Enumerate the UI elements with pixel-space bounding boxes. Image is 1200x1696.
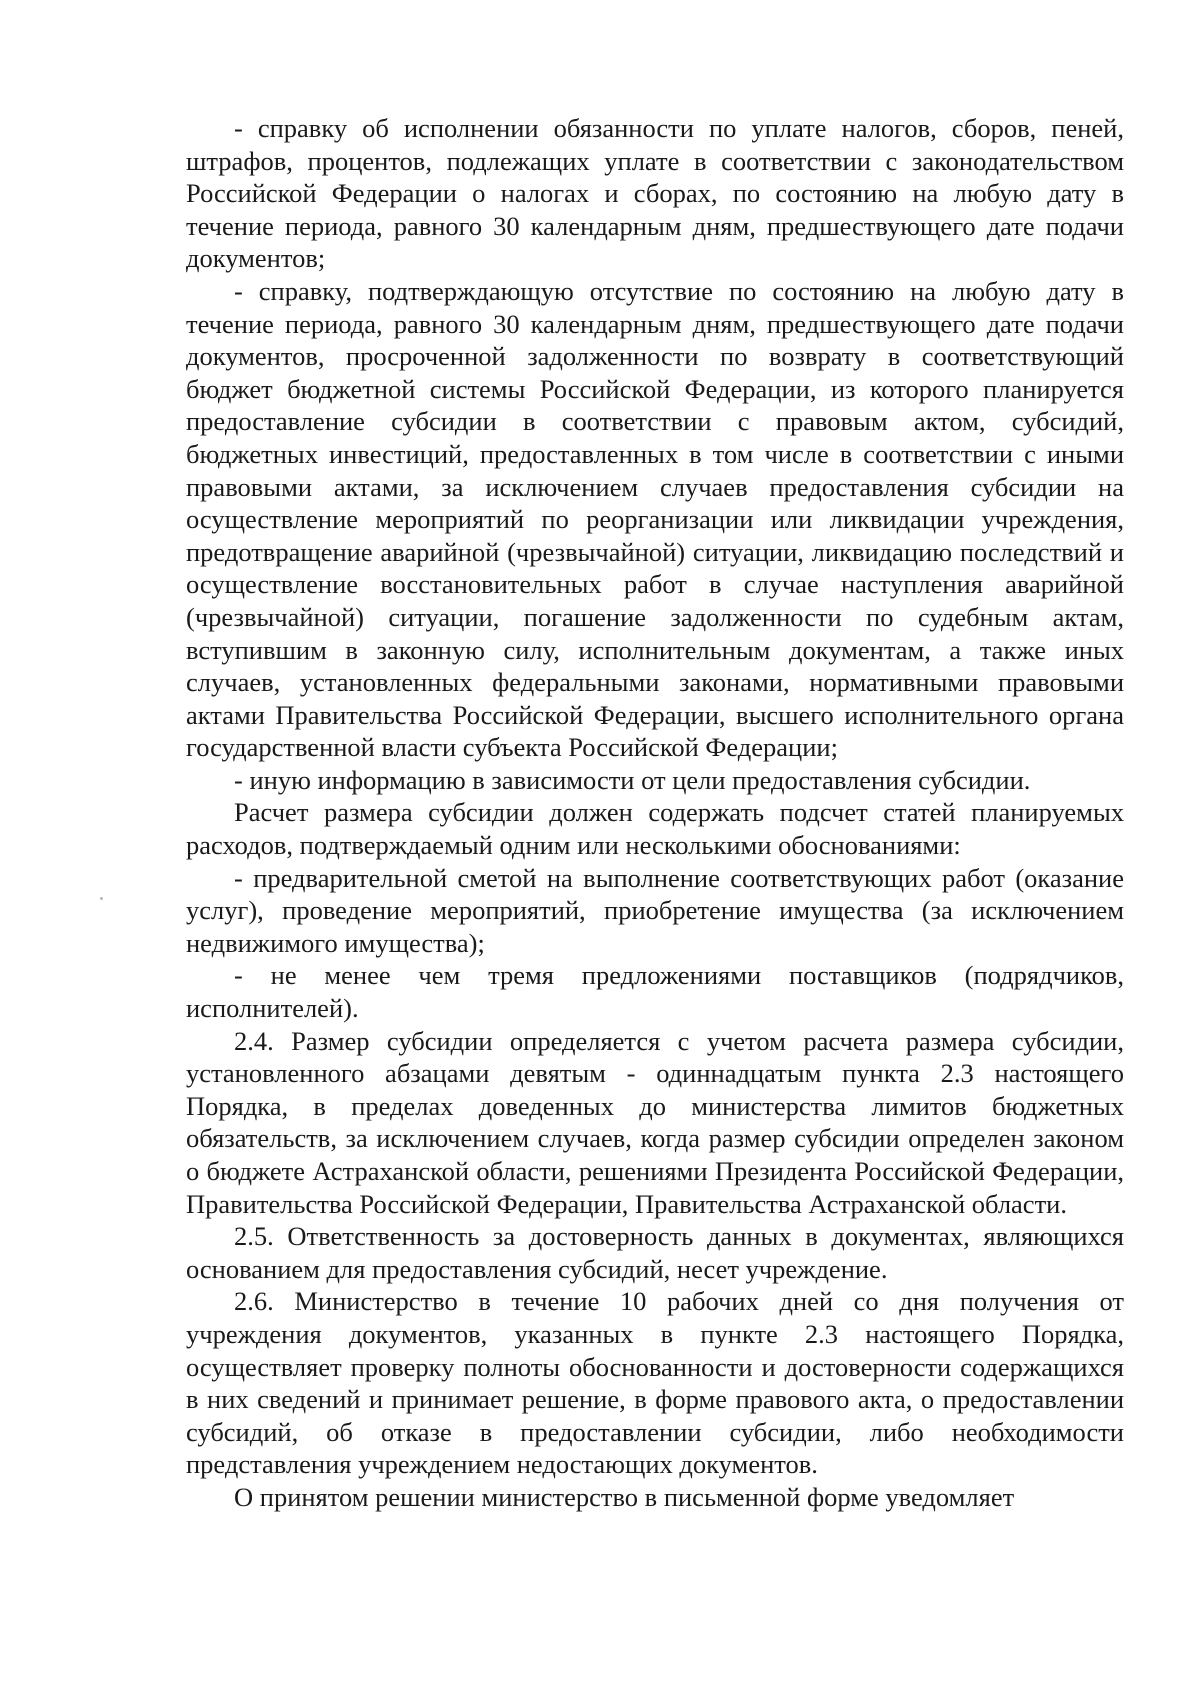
paragraph-subsidy-calculation: Расчет размера субсидии должен содержать подсчет статей планируемых расходов, подтверждаемый одним или несколькими обоснованиями: — [186, 797, 1124, 861]
paragraph-other-information: - иную информацию в зависимости от цели предоставления субсидии. — [234, 764, 1031, 795]
paragraph-2-4: 2.4. Размер субсидии определяется с учетом расчета размера субсидии, установленного абзацами девятым - одиннадцатым пункта 2.3 настоящего Порядка, в пределах доведенных до министерства лимитов бюджетных обязательств, за исключением случаев, когда размер субсидии определен законом о бюджете Астраханской области, решениями Президента Российской Федерации, Правительства Российской Федерации, Правительства Астраханской области. — [186, 1025, 1124, 1219]
paragraph-decision-notice: О принятом решении министерство в письменной форме уведомляет — [234, 1481, 1015, 1512]
document-body — [186, 112, 1124, 1514]
paragraph-supplier-offers: - не менее чем тремя предложениями поставщиков (подрядчиков, исполнителей). — [186, 960, 1124, 1024]
paragraph-preliminary-estimate: - предварительной сметой на выполнение соответствующих работ (оказание услуг), проведение мероприятий, приобретение имущества (за исключением недвижимого имущества); — [186, 862, 1124, 958]
paragraph-2-5: 2.5. Ответственность за достоверность данных в документах, являющихся основанием для предоставления субсидий, несет учреждение. — [186, 1221, 1124, 1284]
paragraph-no-debt-certificate: - справку, подтверждающую отсутствие по состоянию на любую дату в течение периода, равного 30 календарным дням, предшествующего дате подачи документов, просроченной задолженности по возврату в соответствующий бюджет бюджетной системы Российской Федерации, из которого планируется предоставление субсидии в соответствии с правовым актом, субсидий, бюджетных инвестиций, предоставленных в том числе в соответствии с иными правовыми актами, за исключением случаев предоставления субсидии на осуществление мероприятий по реорганизации или ликвидации учреждения, предотвращение аварийной (чрезвычайной) ситуации, ликвидацию последствий и осуществление восстановительных работ в случае наступления аварийной (чрезвычайной) ситуации, погашение задолженности по судебным актам, вступившим в законную силу, исполнительным документам, а также иных случаев, установленных федеральными законами, нормативными правовыми актами Правительства Российской Федерации, высшего исполнительного органа государственной власти субъекта Российской Федерации; — [186, 275, 1124, 763]
scan-speck — [100, 897, 103, 900]
paragraph-tax-certificate: - справку об исполнении обязанности по уплате налогов, сборов, пеней, штрафов, процентов, подлежащих уплате в соответствии с законодательством Российской Федерации о налогах и сборах, по состоянию на любую дату в течение периода, равного 30 календарным дням, предшествующего дате подачи документов; — [186, 113, 1124, 274]
paragraph-2-6: 2.6. Министерство в течение 10 рабочих дней со дня получения от учреждения документов, указанных в пункте 2.3 настоящего Порядка, осуществляет проверку полноты обоснованности и достоверности содержащихся в них сведений и принимает решение, в форме правового акта, о предоставлении субсидий, об отказе в предоставлении субсидии, либо необходимости представления учреждением недостающих документов. — [186, 1286, 1124, 1480]
